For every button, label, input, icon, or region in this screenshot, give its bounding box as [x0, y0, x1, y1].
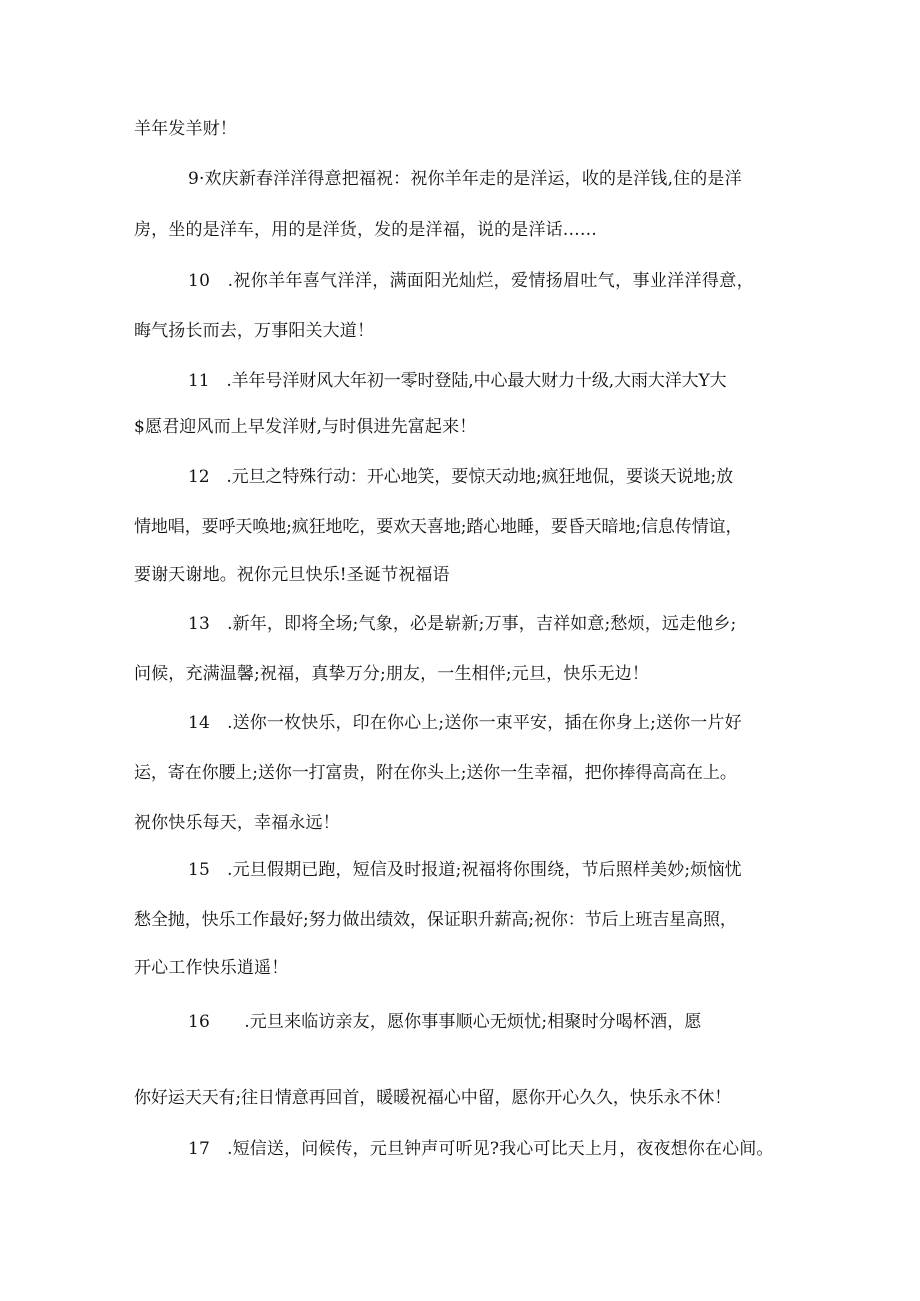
text-line-1: 羊年发羊财！: [134, 119, 237, 139]
text-line-12: 问候，充满温馨;祝福，真挚万分;朋友，一生相伴;元旦，快乐无边！: [134, 664, 649, 684]
text-line-19: 16 .元旦来临访亲友，愿你事事顺心无烦忧;相聚时分喝杯酒，愿: [188, 1012, 702, 1032]
text-line-4: 10 .祝你羊年喜气洋洋，满面阳光灿烂，爱情扬眉吐气，事业洋洋得意，: [188, 271, 754, 291]
text-line-11: 13 .新年，即将全场;气象，必是崭新;万事，吉祥如意;愁烦，远走他乡;: [188, 614, 737, 634]
text-line-17: 愁全抛，快乐工作最好;努力做出绩效，保证职升薪高;祝你：节后上班吉星高照，: [134, 910, 737, 930]
text-line-18: 开心工作快乐逍遥！: [134, 958, 289, 978]
text-line-3: 房，坐的是洋车，用的是洋货，发的是洋福，说的是洋话……: [134, 220, 598, 240]
text-line-21: 17 .短信送，问候传，元旦钟声可听见?我心可比天上月，夜夜想你在心间。: [188, 1139, 774, 1159]
text-line-13: 14 .送你一枚快乐，印在你心上;送你一束平安，插在你身上;送你一片好: [188, 713, 742, 733]
text-line-14: 运，寄在你腰上;送你一打富贵，附在你头上;送你一生幸福，把你捧得高高在上。: [134, 763, 737, 783]
text-line-10: 要谢天谢地。祝你元旦快乐!圣诞节祝福语: [134, 565, 450, 585]
text-line-7: $愿君迎风而上早发洋财,与时俱进先富起来！: [134, 417, 477, 437]
text-line-15: 祝你快乐每天，幸福永远！: [134, 813, 340, 833]
text-line-20: 你好运天天有;往日情意再回首，暖暖祝福心中留，愿你开心久久，快乐永不休！: [134, 1088, 732, 1108]
text-line-16: 15 .元旦假期已跑，短信及时报道;祝福将你围绕，节后照样美妙;烦恼忧: [188, 860, 742, 880]
text-line-8: 12 .元旦之特殊行动：开心地笑，要惊天动地;疯狂地侃，要谈天说地;放: [188, 467, 733, 487]
text-line-6: 11 .羊年号洋财风大年初一零时登陆,中心最大财力十级,大雨大洋大Y大: [188, 371, 727, 391]
text-line-5: 晦气扬长而去，万事阳关大道！: [134, 321, 375, 341]
text-line-9: 情地唱，要呼天唤地;疯狂地吃，要欢天喜地;踏心地睡，要昏天暗地;信息传情谊，: [134, 517, 743, 537]
text-line-2: 9·欢庆新春洋洋得意把福祝：祝你羊年走的是洋运，收的是洋钱,住的是洋: [188, 169, 742, 189]
